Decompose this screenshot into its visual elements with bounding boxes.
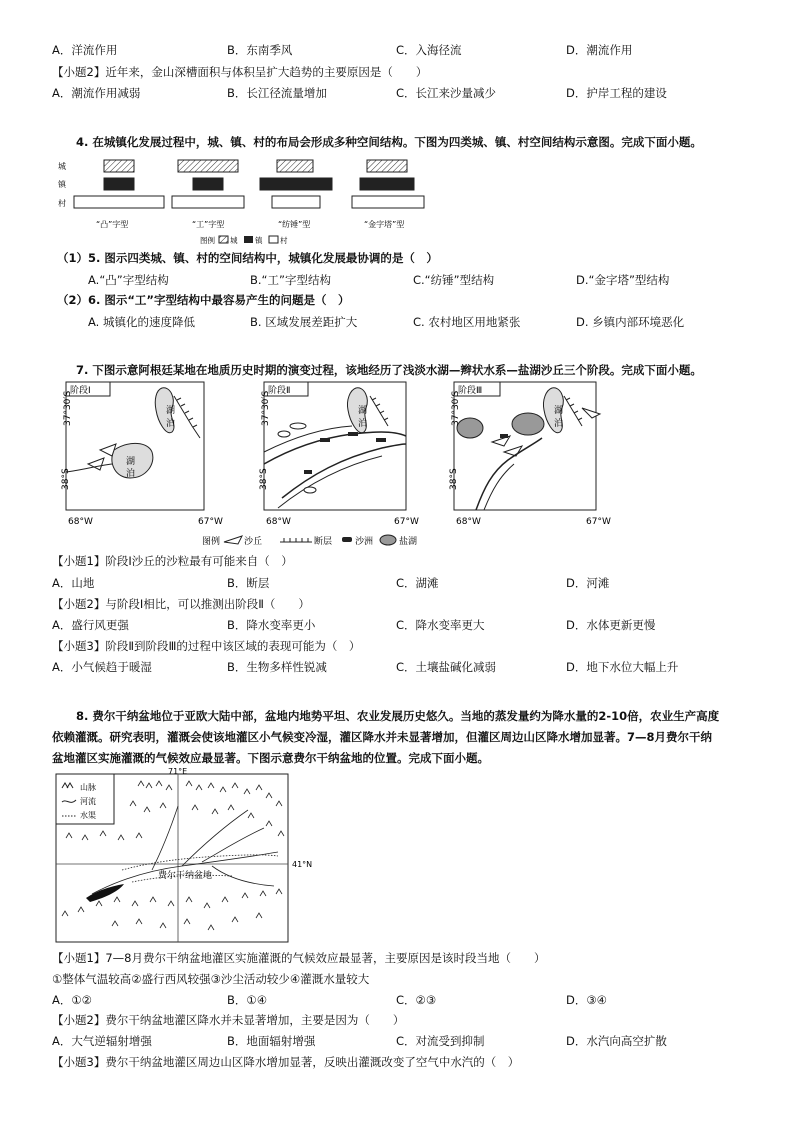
- option-d: D．潮流作用: [566, 43, 633, 57]
- sub-question-1-items: ①整体气温较高②盛行西风较强③沙尘活动较少④灌溉水量较大: [52, 972, 370, 986]
- town-bar: [104, 178, 134, 190]
- question-7-stem: 7. 下图示意阿根廷某地在地质历史时期的演变过程，该地经历了浅淡水湖—辫状水系—盐湖沙丘三个阶段。完成下面小题。: [76, 363, 702, 377]
- lake-label: 湖: [554, 406, 564, 416]
- legend-label: 河流: [80, 797, 96, 806]
- urban-structure-diagram: [52, 156, 442, 248]
- option-d: D．水汽向高空扩散: [566, 1034, 667, 1048]
- legend-fault-icon: [280, 538, 312, 542]
- lat-label: 38°S: [449, 468, 459, 490]
- question-8-stem-line: 依赖灌溉。研究表明，灌溉会使该地灌区小气候变冷湿，灌区降水并未显著增加，但灌区周边山区降水增加显著。7—8月费尔干纳: [52, 730, 712, 744]
- city-bar: [367, 160, 407, 172]
- lon-label: 68°W: [456, 517, 481, 527]
- lon-label: 67°W: [198, 517, 223, 527]
- legend-dune-icon: [224, 536, 242, 544]
- option-c: C．土壤盐碱化减弱: [396, 660, 497, 674]
- legend-label-fault: 断层: [314, 537, 333, 547]
- sub-question-5: （1）5. 图示四类城、镇、村的空间结构中，城镇化发展最协调的是（ ）: [57, 251, 438, 265]
- lake-label: 泊: [126, 469, 136, 479]
- village-bar: [172, 196, 244, 208]
- legend-label-salt: 盐湖: [399, 537, 418, 547]
- option-d: D．地下水位大幅上升: [566, 660, 679, 674]
- option-a: A．潮流作用减弱: [52, 86, 141, 100]
- legend-swatch-village: [269, 236, 278, 243]
- lat-label: 38°S: [61, 468, 71, 490]
- option-d: D．河滩: [566, 576, 610, 590]
- question-8-stem-line: 盆地灌区实施灌溉的气候效应最显著。下图示意费尔干纳盆地的位置。完成下面小题。: [52, 751, 489, 765]
- lake-label: 泊: [358, 419, 368, 429]
- option-b: B．①④: [227, 993, 268, 1007]
- question-8-stem-line: 8. 费尔干纳盆地位于亚欧大陆中部，盆地内地势平坦、农业发展历史悠久。当地的蒸发量约为降水量的2-10倍，农业生产高度: [76, 709, 720, 723]
- option-c: C．②③: [396, 993, 437, 1007]
- option-d: D. 乡镇内部环境恶化: [576, 315, 685, 329]
- type-label: “凸”字型: [96, 220, 129, 229]
- town-bar: [360, 178, 414, 190]
- lat-label: 37°30′S: [63, 390, 73, 426]
- village-bar: [74, 196, 164, 208]
- option-b: B.“工”字型结构: [250, 273, 331, 287]
- village-bar: [272, 196, 320, 208]
- city-bar: [104, 160, 134, 172]
- lake-label: 湖: [126, 457, 136, 467]
- row-label-town: 镇: [58, 180, 66, 189]
- legend-title: 图例: [202, 537, 221, 547]
- type-label: “纺锤”型: [278, 220, 311, 229]
- lon-label: 68°W: [266, 517, 291, 527]
- option-b: B．东南季风: [227, 43, 293, 57]
- option-c: C．对流受到抑制: [396, 1034, 485, 1048]
- option-b: B．生物多样性锐减: [227, 660, 327, 674]
- option-a: A．①②: [52, 993, 92, 1007]
- sub-question-3: 【小题3】阶段Ⅱ到阶段Ⅲ的过程中该区域的表现可能为（ ）: [52, 639, 361, 653]
- option-a: A.“凸”字型结构: [88, 273, 169, 287]
- legend-bar-icon: [342, 537, 352, 542]
- sub-question-1: 【小题1】阶段Ⅰ沙丘的沙粒最有可能来自（ ）: [52, 554, 293, 568]
- fergana-basin-map: [52, 766, 322, 946]
- type-label: “工”字型: [192, 220, 225, 229]
- option-c: C．入海径流: [396, 43, 462, 57]
- panel-label: 阶段Ⅲ: [458, 386, 483, 396]
- option-b: B．地面辐射增强: [227, 1034, 316, 1048]
- option-d: D．护岸工程的建设: [566, 86, 667, 100]
- lat-label: 37°30′S: [261, 390, 271, 426]
- option-b: B．降水变率更小: [227, 618, 316, 632]
- town-bar: [260, 178, 332, 190]
- city-bar: [277, 160, 313, 172]
- lon-label: 67°W: [394, 517, 419, 527]
- panel-stage-2: [264, 382, 406, 510]
- basin-label: 费尔干纳盆地: [158, 871, 213, 881]
- sub-question-3: 【小题3】费尔干纳盆地灌区周边山区降水增加显著，反映出灌溉改变了空气中水汽的（ ）: [52, 1055, 520, 1069]
- lake-label: 湖: [358, 406, 368, 416]
- lake-label: 泊: [554, 419, 564, 429]
- option-b: B．断层: [227, 576, 270, 590]
- legend-label-village: 村: [280, 236, 288, 245]
- option-c: C．长江来沙量减少: [396, 86, 497, 100]
- lat-label: 37°30′S: [451, 390, 461, 426]
- stage-maps-figure: [52, 378, 632, 550]
- option-c: C．降水变率更大: [396, 618, 485, 632]
- option-c: C.“纺锤”型结构: [413, 273, 495, 287]
- lon-label: 71°E: [168, 767, 188, 776]
- sub-question-6: （2）6. 图示“工”字型结构中最容易产生的问题是（ ）: [57, 293, 350, 307]
- option-b: B. 区域发展差距扩大: [250, 315, 358, 329]
- legend-label-dune: 沙丘: [244, 537, 263, 547]
- option-a: A．洋流作用: [52, 43, 118, 57]
- option-d: D．水体更新更慢: [566, 618, 656, 632]
- legend-label-bar: 沙洲: [355, 537, 374, 547]
- panel-label: 阶段Ⅱ: [268, 386, 291, 396]
- row-label-village: 村: [58, 199, 66, 208]
- option-b: B．长江径流量增加: [227, 86, 327, 100]
- lake-label: 湖: [166, 406, 176, 416]
- legend-swatch-town: [244, 236, 253, 243]
- sub-question-2: 【小题2】近年来，金山深槽面积与体积呈扩大趋势的主要原因是（ ）: [52, 65, 428, 79]
- option-a: A．山地: [52, 576, 95, 590]
- legend-label-town: 镇: [255, 236, 263, 245]
- legend-title: 图例: [200, 236, 215, 245]
- panel-label: 阶段Ⅰ: [70, 386, 91, 396]
- legend-label-city: 城: [230, 236, 238, 245]
- option-d: D.“金字塔”型结构: [576, 273, 670, 287]
- option-c: C. 农村地区用地紧张: [413, 315, 521, 329]
- lon-label: 68°W: [68, 517, 93, 527]
- lat-label: 41°N: [292, 860, 313, 869]
- legend-swatch-city: [219, 236, 228, 243]
- legend-label: 水渠: [80, 811, 96, 820]
- question-4-stem: 4. 在城镇化发展过程中，城、镇、村的布局会形成多种空间结构。下图为四类城、镇、村空间结构示意图。完成下面小题。: [76, 135, 702, 149]
- row-label-city: 城: [58, 162, 66, 171]
- type-label: “金字塔”型: [364, 220, 405, 229]
- panel-stage-1: [66, 382, 204, 510]
- option-d: D．③④: [566, 993, 607, 1007]
- option-a: A. 城镇化的速度降低: [88, 315, 195, 329]
- lon-label: 67°W: [586, 517, 611, 527]
- sub-question-1: 【小题1】7—8月费尔干纳盆地灌区实施灌溉的气候效应最显著，主要原因是该时段当地（ ）: [52, 951, 546, 965]
- option-a: A．大气逆辐射增强: [52, 1034, 152, 1048]
- lake-label: 泊: [166, 419, 176, 429]
- option-c: C．湖滩: [396, 576, 439, 590]
- option-a: A．小气候趋于暖湿: [52, 660, 152, 674]
- village-bar: [352, 196, 424, 208]
- city-bar: [178, 160, 238, 172]
- legend-label: 山脉: [80, 783, 96, 792]
- town-bar: [193, 178, 223, 190]
- panel-stage-3: [454, 382, 600, 510]
- lat-label: 38°S: [259, 468, 269, 490]
- sub-question-2: 【小题2】费尔干纳盆地灌区降水并未显著增加，主要是因为（ ）: [52, 1013, 405, 1027]
- legend-salt-icon: [380, 535, 396, 545]
- option-a: A．盛行风更强: [52, 618, 129, 632]
- sub-question-2: 【小题2】与阶段Ⅰ相比，可以推测出阶段Ⅱ（ ）: [52, 597, 310, 611]
